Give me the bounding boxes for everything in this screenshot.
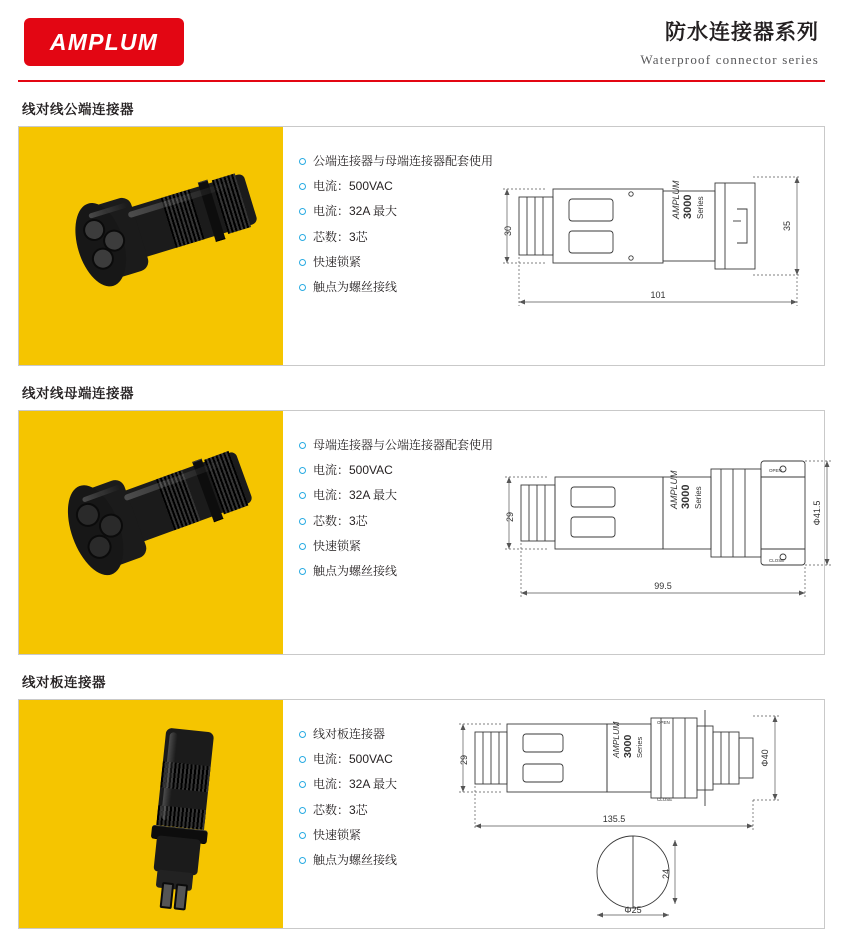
bullet-icon (299, 756, 306, 763)
list-item (299, 829, 449, 842)
page-title-en: Waterproof connector series (640, 52, 819, 67)
detail-dim-height: 24 (661, 868, 671, 880)
bullet-icon (299, 442, 306, 449)
spec-text: 芯数：3芯 (313, 513, 368, 528)
spec-text: 芯数：3芯 (313, 802, 368, 817)
cap-close-label: CLOSE (769, 558, 785, 563)
technical-drawing-male (497, 127, 843, 365)
spec-text: 芯数：3芯 (313, 229, 368, 244)
list-item (299, 804, 449, 817)
bullet-icon (299, 731, 306, 738)
spec-text: 快速锁紧 (313, 827, 362, 842)
spec-text: 母端连接器与公端连接器配套使用 (313, 438, 494, 452)
section-male-connector (18, 98, 825, 366)
drawing-body-label: AMPLUM (611, 721, 621, 758)
bullet-icon (299, 543, 306, 550)
dim-bottom: 101 (650, 290, 666, 300)
bullet-icon (299, 832, 306, 839)
list-item (299, 565, 493, 578)
drawing-body-label: AMPLUM (669, 470, 680, 509)
technical-drawing-female (497, 411, 843, 654)
bullet-icon (299, 857, 306, 864)
bullet-icon (299, 807, 306, 814)
bullet-icon (299, 518, 306, 525)
list-item (299, 778, 449, 791)
bullet-icon (299, 183, 306, 190)
bullet-icon (299, 259, 306, 266)
cap-close-label: CLOSE (657, 797, 673, 802)
cap-open-label: OPEN (769, 468, 782, 473)
page-title-cn: 防水连接器系列 (665, 21, 819, 44)
drawing-series-word: Series (635, 736, 644, 758)
spec-text: 快速锁紧 (313, 538, 362, 553)
list-item (299, 231, 493, 244)
section-title: 线对线母端连接器 (22, 386, 134, 401)
dim-right: Φ40 (760, 749, 770, 767)
list-item (299, 489, 493, 502)
dim-right: 35 (782, 220, 793, 232)
spec-list-male (283, 127, 497, 365)
section-panel (18, 410, 825, 655)
list-item (299, 728, 449, 741)
bullet-icon (299, 467, 306, 474)
drawing-svg (497, 127, 843, 365)
list-item (299, 540, 493, 553)
spec-text: 电流：500VAC (313, 752, 393, 767)
spec-text: 电流：32A 最大 (313, 204, 398, 219)
list-item (299, 515, 493, 528)
drawing-svg (497, 411, 843, 654)
spec-text: 触点为螺丝接线 (313, 279, 398, 294)
dim-left: 30 (503, 225, 514, 237)
spec-text: 快速锁紧 (313, 254, 362, 269)
spec-text: 公端连接器与母端连接器配套使用 (313, 154, 494, 168)
section-female-connector (18, 382, 825, 655)
list-item (299, 281, 493, 294)
drawing-series-number: 3000 (622, 734, 634, 758)
dim-bottom: 99.5 (654, 581, 672, 591)
drawing-series-word: Series (694, 486, 704, 509)
spec-list-board (283, 700, 453, 928)
dim-left: 29 (505, 511, 516, 523)
bullet-icon (299, 492, 306, 499)
drawing-body-label: AMPLUM (671, 180, 682, 219)
list-item (299, 205, 493, 218)
page-header (18, 0, 825, 82)
section-panel (18, 699, 825, 929)
page-footer-spacer (0, 929, 843, 949)
dim-left: 29 (459, 754, 469, 766)
bullet-icon (299, 568, 306, 575)
bullet-icon (299, 208, 306, 215)
product-photo-female (19, 411, 283, 654)
list-item (299, 180, 493, 193)
spec-text: 电流：500VAC (313, 179, 393, 194)
bullet-icon (299, 158, 306, 165)
detail-dim-diameter: Φ25 (624, 905, 642, 915)
spec-text: 触点为螺丝接线 (313, 563, 398, 578)
list-item (299, 753, 449, 766)
brand-logo-text: AMPLUM (49, 28, 159, 55)
spec-text: 电流：500VAC (313, 463, 393, 478)
technical-drawing-board (453, 700, 824, 928)
section-panel (18, 126, 825, 366)
drawing-series-word: Series (696, 196, 706, 219)
list-item (299, 439, 493, 452)
bullet-icon (299, 781, 306, 788)
dim-right: Φ41.5 (812, 500, 823, 526)
section-board-connector (18, 671, 825, 929)
dim-bottom: 135.5 (602, 814, 626, 824)
header-title-group (640, 16, 819, 68)
spec-text: 触点为螺丝接线 (313, 852, 398, 867)
product-photo-board (19, 700, 283, 928)
bullet-icon (299, 284, 306, 291)
section-title: 线对线公端连接器 (22, 102, 134, 117)
drawing-svg (453, 700, 823, 928)
brand-logo (24, 18, 184, 66)
spec-text: 电流：32A 最大 (313, 777, 398, 792)
drawing-series-number: 3000 (682, 194, 695, 219)
product-photo-male (19, 127, 283, 365)
spec-text: 线对板连接器 (313, 727, 386, 741)
list-item (299, 854, 449, 867)
cap-open-label: OPEN (657, 720, 670, 725)
drawing-series-number: 3000 (680, 484, 693, 509)
spec-list-female (283, 411, 497, 654)
bullet-icon (299, 234, 306, 241)
spec-text: 电流：32A 最大 (313, 488, 398, 503)
list-item (299, 256, 493, 269)
section-title: 线对板连接器 (22, 675, 106, 690)
list-item (299, 464, 493, 477)
list-item (299, 155, 493, 168)
